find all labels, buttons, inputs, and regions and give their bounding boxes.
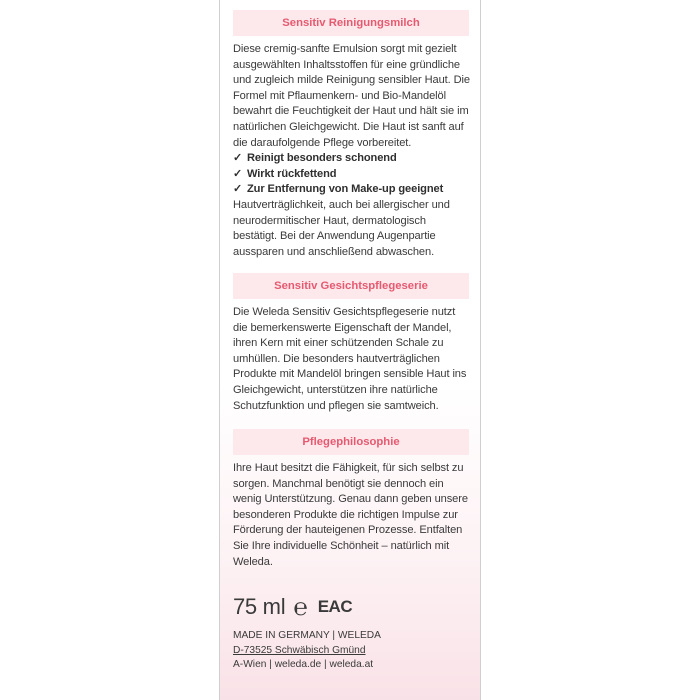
section-title-reinigungsmilch: Sensitiv Reinigungsmilch xyxy=(233,10,469,36)
description-text: Ihre Haut besitzt die Fähigkeit, für sich selbst zu sorgen. Manchmal benötigt sie dennoch ein wenig Unterstützung. Genau dann geben unsere besonderen Produkte die richtigen Impulse zur Förderung der hauteigenen Prozesse. Entfalten Sie Ihre individuelle Schönheit – natürlich mit Weleda. xyxy=(233,462,468,568)
description-text: Die Weleda Sensitiv Gesichtspflegeserie nutzt die bemerkenswerte Eigenschaft der Mandel, ihren Kern mit einer schützenden Schale zu umhüllen. Die besonders hautverträglichen Produkte mit Mandelöl bringen sensible Haut ins Gleichgewicht, unterstützen ihre natürliche Schutzfunktion und pflegen sie samtweich. xyxy=(233,306,467,412)
section-body-reinigungsmilch xyxy=(233,42,471,260)
estimated-sign-icon: ℮ xyxy=(293,592,308,621)
check-icon: ✓ xyxy=(233,183,243,196)
benefits-list xyxy=(233,151,471,198)
footer-address: D-73525 Schwäbisch Gmünd xyxy=(233,644,366,656)
benefit-item xyxy=(233,151,471,167)
benefit-label: Reinigt besonders schonend xyxy=(247,152,397,165)
volume-amount: 75 ml xyxy=(233,594,286,619)
benefit-item xyxy=(233,182,471,198)
section-body-pflegephilosophie xyxy=(233,461,471,570)
section-body-gesichtspflegeserie xyxy=(233,305,471,414)
eac-mark: EAC xyxy=(317,597,353,616)
section-title-gesichtspflegeserie: Sensitiv Gesichtspflegeserie xyxy=(233,273,469,299)
section-title-pflegephilosophie: Pflegephilosophie xyxy=(233,429,469,455)
benefit-label: Zur Entfernung von Make-up geeignet xyxy=(247,183,444,196)
volume-row xyxy=(233,590,352,624)
benefit-item xyxy=(233,167,471,183)
product-label-panel xyxy=(219,0,481,700)
footer-line-1: MADE IN GERMANY | WELEDA xyxy=(233,630,381,641)
tolerance-text: Hautverträglichkeit, auch bei allergischer und neurodermitischer Haut, dermatologisch bestätigt. Bei der Anwendung Augenpartie aussparen und anschließend abwaschen. xyxy=(233,198,450,258)
check-icon: ✓ xyxy=(233,152,243,165)
benefit-label: Wirkt rückfettend xyxy=(247,167,337,180)
description-text: Diese cremig-sanfte Emulsion sorgt mit gezielt ausgewählten Inhaltsstoffen für eine gründliche und zugleich milde Reinigung sensibler Haut. Die Formel mit Pflaumenkern- und Bio-Mandelöl bewahrt die Feuchtigkeit der Haut und hält sie im natürlichen Gleichgewicht. Die Haut ist sanft auf die daraufolgende Pflege vorbereitet. xyxy=(233,43,470,149)
check-icon: ✓ xyxy=(233,167,243,180)
manufacturer-info xyxy=(233,629,469,673)
footer-line-3: A-Wien | weleda.de | weleda.at xyxy=(233,659,374,671)
